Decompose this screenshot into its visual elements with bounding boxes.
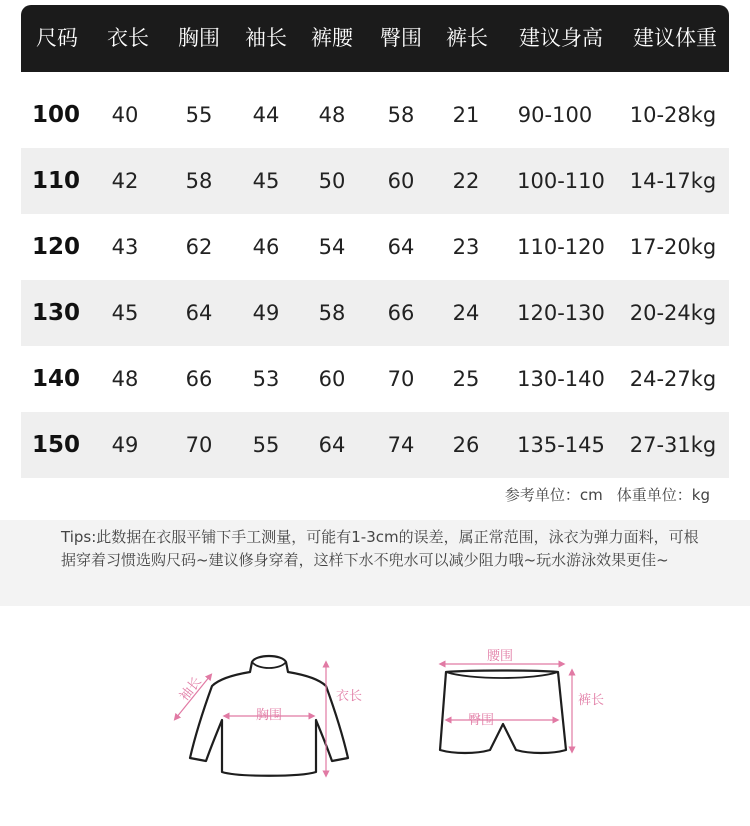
shirt-sleeve-label: 袖长 <box>177 674 205 705</box>
table-row <box>21 280 729 346</box>
cell-length: 49 <box>111 433 139 457</box>
cell-waist: 64 <box>318 433 346 457</box>
cell-chest: 66 <box>185 367 213 391</box>
cell-size: 110 <box>31 168 81 194</box>
cell-height: 110-120 <box>517 235 605 259</box>
cell-weight: 20-24kg <box>629 301 717 325</box>
unit-note <box>505 484 710 505</box>
measurement-diagram <box>0 620 750 820</box>
header-length: 衣长 <box>107 26 149 50</box>
cell-sleeve: 55 <box>252 433 280 457</box>
shirt-illustration <box>176 656 362 776</box>
cell-sleeve: 46 <box>252 235 280 259</box>
cell-hip: 66 <box>387 301 415 325</box>
tips-text: Tips:此数据在衣服平铺下手工测量，可能有1-3cm的误差，属正常范围，泳衣为弹力面料，可根据穿着习惯选购尺码~建议修身穿着，这样下水不兜水可以减少阻力哦~玩水游泳效果更佳~ <box>61 528 699 569</box>
unit-cm-text: 参考单位：cm <box>504 486 603 504</box>
table-row <box>21 346 729 412</box>
shirt-chest-label: 胸围 <box>255 708 283 723</box>
cell-hip: 60 <box>387 169 415 193</box>
cell-size: 120 <box>31 234 81 260</box>
cell-sleeve: 49 <box>252 301 280 325</box>
header-weight: 建议体重 <box>633 26 717 50</box>
shorts-hip-label: 臀围 <box>468 713 495 728</box>
cell-sleeve: 44 <box>252 103 280 127</box>
header-chest: 胸围 <box>178 26 220 50</box>
shorts-illustration <box>440 649 604 753</box>
unit-kg-text: 体重单位：kg <box>616 486 710 504</box>
size-table-header <box>21 5 729 72</box>
header-sleeve: 袖长 <box>245 26 287 50</box>
header-size: 尺码 <box>36 26 78 50</box>
cell-height: 135-145 <box>517 433 605 457</box>
cell-hip: 74 <box>387 433 415 457</box>
cell-sleeve: 53 <box>252 367 280 391</box>
cell-length: 40 <box>111 103 139 127</box>
cell-size: 130 <box>31 300 81 326</box>
cell-length: 45 <box>111 301 139 325</box>
table-row <box>21 412 729 478</box>
shorts-length-label: 裤长 <box>578 693 605 708</box>
shorts-waist-label: 腰围 <box>487 649 514 664</box>
table-row <box>21 82 729 148</box>
cell-weight: 24-27kg <box>629 367 717 391</box>
shorts-outline <box>440 671 566 754</box>
header-hip: 臀围 <box>380 26 422 50</box>
cell-chest: 64 <box>185 301 213 325</box>
cell-size: 100 <box>31 102 81 128</box>
cell-pants-length: 22 <box>452 169 480 193</box>
header-height: 建议身高 <box>519 26 603 50</box>
cell-hip: 58 <box>387 103 415 127</box>
cell-pants-length: 24 <box>452 301 480 325</box>
cell-chest: 62 <box>185 235 213 259</box>
shirt-length-label: 衣长 <box>336 689 363 704</box>
tips-box <box>0 520 750 606</box>
cell-sleeve: 45 <box>252 169 280 193</box>
cell-pants-length: 21 <box>452 103 480 127</box>
cell-chest: 55 <box>185 103 213 127</box>
header-pants-length: 裤长 <box>446 26 488 50</box>
cell-waist: 60 <box>318 367 346 391</box>
cell-height: 120-130 <box>517 301 605 325</box>
cell-height: 100-110 <box>517 169 605 193</box>
cell-hip: 70 <box>387 367 415 391</box>
cell-length: 43 <box>111 235 139 259</box>
cell-hip: 64 <box>387 235 415 259</box>
cell-weight: 10-28kg <box>629 103 717 127</box>
cell-weight: 17-20kg <box>629 235 717 259</box>
cell-waist: 54 <box>318 235 346 259</box>
cell-pants-length: 26 <box>452 433 480 457</box>
cell-pants-length: 25 <box>452 367 480 391</box>
cell-waist: 58 <box>318 301 346 325</box>
cell-length: 48 <box>111 367 139 391</box>
cell-weight: 27-31kg <box>629 433 717 457</box>
cell-length: 42 <box>111 169 139 193</box>
cell-chest: 70 <box>185 433 213 457</box>
header-waist: 裤腰 <box>311 26 353 50</box>
cell-weight: 14-17kg <box>629 169 717 193</box>
cell-height: 130-140 <box>517 367 605 391</box>
cell-waist: 48 <box>318 103 346 127</box>
cell-pants-length: 23 <box>452 235 480 259</box>
cell-chest: 58 <box>185 169 213 193</box>
cell-size: 140 <box>31 366 81 392</box>
cell-waist: 50 <box>318 169 346 193</box>
table-row <box>21 148 729 214</box>
cell-height: 90-100 <box>517 103 593 127</box>
cell-size: 150 <box>31 432 81 458</box>
table-row <box>21 214 729 280</box>
